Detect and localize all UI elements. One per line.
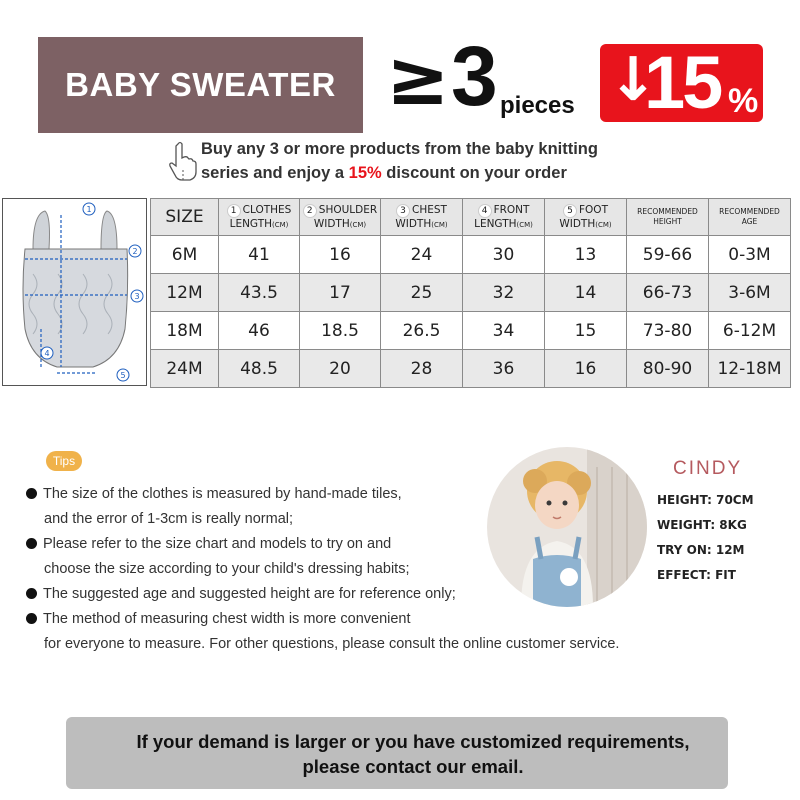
table-cell: 59-66: [627, 236, 709, 274]
table-cell: 43.5: [219, 274, 300, 312]
child-model-icon: [487, 447, 647, 607]
table-cell: 25: [381, 274, 463, 312]
header-line2: WIDTH: [395, 217, 432, 230]
header-line2: WIDTH: [313, 217, 350, 230]
table-cell: 26.5: [381, 312, 463, 350]
header-line1: CHEST: [412, 203, 447, 216]
title-text: BABY SWEATER: [65, 66, 336, 103]
table-cell: 13: [545, 236, 627, 274]
bullet-icon: [26, 538, 37, 549]
promo-line-2-start: series and enjoy a: [201, 164, 349, 182]
model-effect: EFFECT: FIT: [657, 568, 736, 582]
tip-item: [26, 486, 402, 502]
model-height: HEIGHT: 70CM: [657, 493, 754, 507]
table-cell: 73-80: [627, 312, 709, 350]
header-front-length: [463, 199, 545, 236]
table-cell: 18M: [151, 312, 219, 350]
table-cell: 46: [219, 312, 300, 350]
table-cell: 48.5: [219, 350, 300, 388]
title-banner: [38, 37, 363, 133]
percent-symbol: %: [728, 82, 759, 120]
header-shoulder-width: [300, 199, 381, 236]
marker-2: 2: [132, 247, 138, 256]
tip-continuation: for everyone to measure. For other questions, please consult the online customer service.: [44, 636, 620, 652]
header-line1: RECOMMENDED: [637, 207, 698, 216]
table-cell: 14: [545, 274, 627, 312]
tips-badge: [46, 451, 82, 471]
table-cell: 16: [545, 350, 627, 388]
bullet-icon: [26, 613, 37, 624]
header-number: 3: [396, 204, 410, 218]
table-cell: 17: [300, 274, 381, 312]
table-cell: 3-6M: [709, 274, 791, 312]
header-foot-width: [545, 199, 627, 236]
header-line1: RECOMMENDED: [719, 207, 780, 216]
tip-item: [26, 586, 456, 602]
tip-text: The method of measuring chest width is more convenient: [43, 611, 411, 627]
table-cell: 34: [463, 312, 545, 350]
header-number: 5: [563, 204, 577, 218]
down-arrow-icon: ↓: [608, 45, 659, 115]
quantity-number: 3: [451, 29, 498, 123]
tip-text: The size of the clothes is measured by hand-made tiles,: [43, 486, 402, 502]
header-line2: WIDTH: [559, 217, 596, 230]
marker-1: 1: [86, 205, 92, 214]
header-line2: LENGTH: [474, 217, 517, 230]
tip-continuation: and the error of 1-3cm is really normal;: [44, 511, 294, 527]
promo-line-2-end: discount on your order: [381, 164, 567, 182]
header-line1: CLOTHES: [242, 203, 292, 216]
header-unit: (CM): [349, 220, 367, 229]
table-cell: 36: [463, 350, 545, 388]
model-name: CINDY: [673, 458, 743, 479]
table-row: [151, 350, 791, 388]
model-try-on: TRY ON: 12M: [657, 543, 745, 557]
discount-value: 15: [644, 41, 721, 124]
header-number: 1: [227, 204, 241, 218]
promo-line-1: Buy any 3 or more products from the baby knitting: [201, 140, 598, 158]
size-table: [150, 198, 791, 388]
header-unit: (CM): [431, 220, 448, 229]
table-cell: 80-90: [627, 350, 709, 388]
table-cell: 24M: [151, 350, 219, 388]
table-cell: 32: [463, 274, 545, 312]
bullet-icon: [26, 488, 37, 499]
greater-equal-sign: ≥: [386, 33, 450, 122]
table-cell: 6-12M: [709, 312, 791, 350]
header-number: 2: [303, 204, 317, 218]
pointing-hand-icon: [166, 140, 198, 182]
header-line2: AGE: [741, 217, 758, 226]
table-cell: 24: [381, 236, 463, 274]
tip-text: The suggested age and suggested height are for reference only;: [43, 586, 456, 602]
table-cell: 12-18M: [709, 350, 791, 388]
romper-measure-icon: [3, 199, 146, 385]
table-row: [151, 312, 791, 350]
header-number: 4: [478, 204, 492, 218]
promo-highlight: 15%: [348, 164, 382, 182]
table-cell: 66-73: [627, 274, 709, 312]
tips-badge-label: Tips: [52, 454, 76, 468]
tip-item: [26, 611, 411, 627]
header-unit: (CM): [272, 220, 289, 229]
table-cell: 41: [219, 236, 300, 274]
header-chest-width: [381, 199, 463, 236]
table-cell: 6M: [151, 236, 219, 274]
model-weight: WEIGHT: 8KG: [657, 518, 747, 532]
model-photo: [487, 447, 647, 607]
table-header-row: [151, 199, 791, 236]
marker-3: 3: [134, 292, 140, 301]
header-line1: SHOULDER: [318, 203, 378, 216]
header-clothes-length: [219, 199, 300, 236]
header-unit: (CM): [516, 220, 533, 229]
contact-line-1: If your demand is larger or you have customized requirements,: [136, 731, 690, 752]
table-cell: 28: [381, 350, 463, 388]
tip-text: Please refer to the size chart and models to try on and: [43, 536, 392, 552]
header-size: SIZE: [151, 199, 219, 236]
header-recommended-height: [627, 199, 709, 236]
table-cell: 12M: [151, 274, 219, 312]
table-cell: 20: [300, 350, 381, 388]
contact-panel: [66, 717, 728, 789]
header-line1: FRONT: [493, 203, 530, 216]
table-row: [151, 236, 791, 274]
tip-continuation: choose the size according to your child's dressing habits;: [44, 561, 410, 577]
header-recommended-age: [709, 199, 791, 236]
tip-item: [26, 536, 391, 552]
quantity-unit: pieces: [500, 92, 575, 119]
marker-4: 4: [44, 349, 50, 358]
garment-diagram: [2, 198, 147, 386]
contact-line-2: please contact our email.: [302, 756, 524, 777]
discount-badge: [600, 41, 763, 124]
header-line1: FOOT: [579, 203, 608, 216]
table-cell: 0-3M: [709, 236, 791, 274]
header-line2: LENGTH: [229, 217, 273, 230]
table-cell: 16: [300, 236, 381, 274]
promo-line-2: [201, 164, 567, 183]
header-unit: (CM): [595, 220, 612, 229]
table-cell: 18.5: [300, 312, 381, 350]
marker-5: 5: [120, 371, 126, 380]
table-row: [151, 274, 791, 312]
table-cell: 30: [463, 236, 545, 274]
header-line2: HEIGHT: [653, 217, 682, 226]
bullet-icon: [26, 588, 37, 599]
table-cell: 15: [545, 312, 627, 350]
